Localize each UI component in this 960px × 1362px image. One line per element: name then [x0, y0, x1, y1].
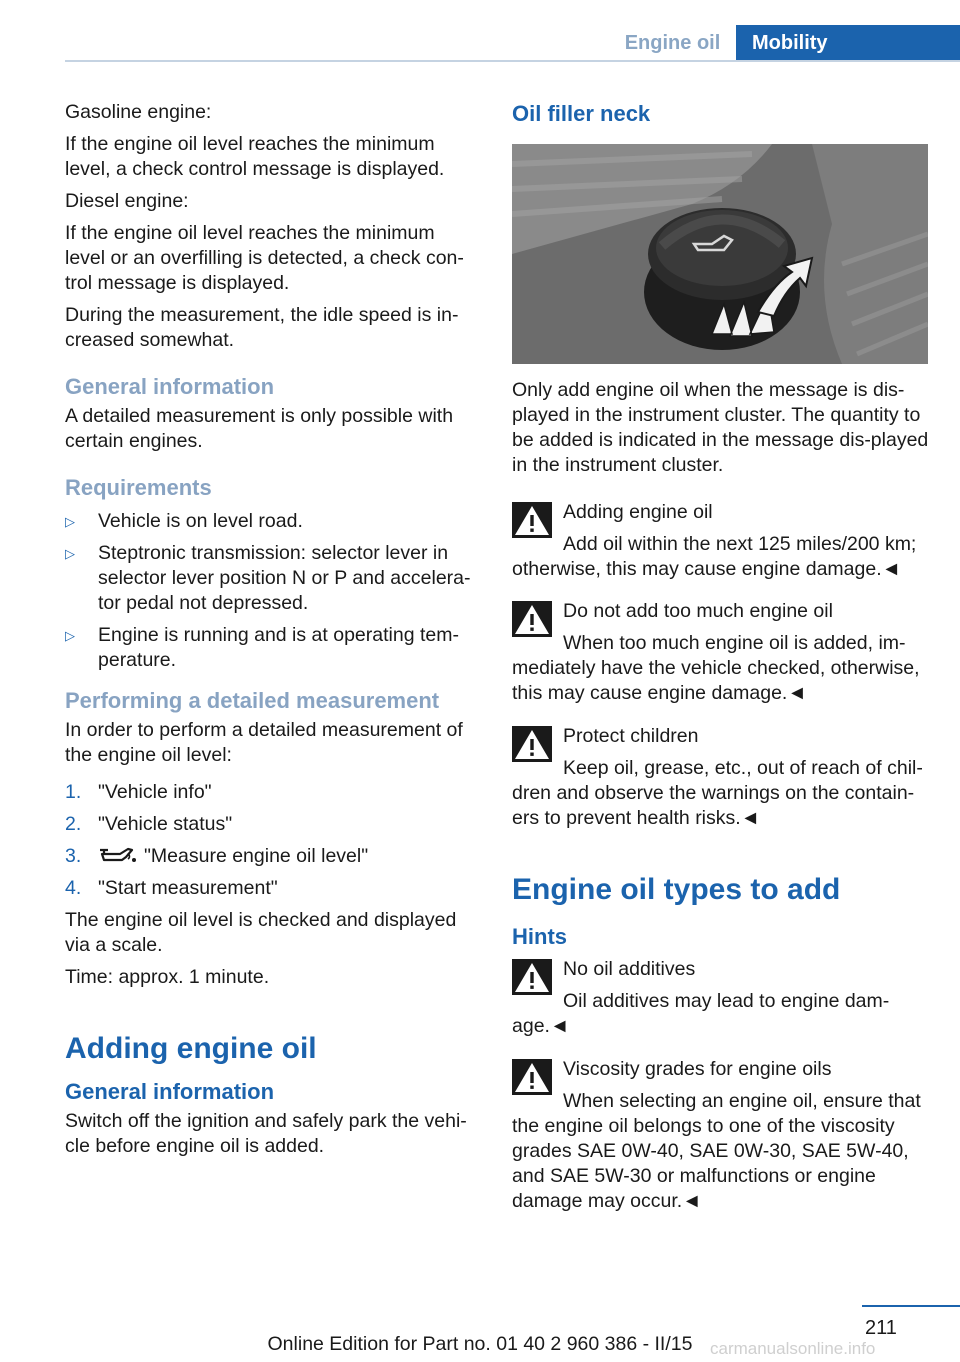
- warning-triangle-icon: [512, 726, 552, 762]
- measurement-steps-list: [65, 780, 480, 901]
- warning-triangle-icon: [512, 959, 552, 995]
- adding-general-information-heading: General information: [65, 1079, 275, 1104]
- warning-title: Do not add too much engine oil: [563, 600, 833, 622]
- warning-body: Add oil within the next 125 miles/200 km; otherwise, this may cause engine damage.◄: [512, 533, 917, 580]
- list-item: 4. "Start measurement": [65, 877, 278, 899]
- header-chapter-tab: Mobility: [736, 25, 960, 61]
- oil-can-icon: [98, 844, 138, 866]
- warning-too-much-oil: [512, 599, 930, 706]
- general-information-heading: General information: [65, 374, 275, 399]
- warning-title: Adding engine oil: [563, 501, 713, 523]
- bullet-arrow-icon: ▷: [65, 628, 75, 643]
- list-item: 1. "Vehicle info": [65, 781, 212, 803]
- header-section-tab: Engine oil: [624, 32, 721, 54]
- watermark: carmanualsonline.info: [710, 1339, 876, 1358]
- warning-triangle-icon: [512, 1059, 552, 1095]
- oil-filler-text: Only add engine oil when the message is dis‐played in the instrument cluster. The quantity to be added is indicated in the message dis‐played in the instrument cluster.: [512, 379, 929, 476]
- header-rule: [65, 60, 960, 62]
- hint-viscosity-grades: [512, 1057, 930, 1214]
- idle-speed-text: During the measurement, the idle speed is in‐creased somewhat.: [65, 304, 459, 351]
- warning-title: Protect children: [563, 725, 699, 747]
- detailed-measurement-text: In order to perform a detailed measurement of the engine oil level:: [65, 719, 463, 766]
- footer-rule: [862, 1305, 960, 1307]
- time-text: Time: approx. 1 minute.: [65, 966, 270, 988]
- warning-body: When too much engine oil is added, im‐mediately have the vehicle checked, otherwise, this may cause engine damage.◄: [512, 632, 920, 704]
- list-item: ▷ Vehicle is on level road.: [65, 510, 303, 532]
- diesel-label: Diesel engine:: [65, 190, 189, 212]
- warning-body: Keep oil, grease, etc., out of reach of chil‐dren and observe the warnings on the contain‐ers to prevent health risks.◄: [512, 757, 923, 829]
- left-column: [65, 100, 480, 1159]
- warning-protect-children: [512, 724, 930, 831]
- warning-triangle-icon: [512, 601, 552, 637]
- right-column: [512, 100, 930, 1214]
- warning-title: No oil additives: [563, 958, 696, 980]
- oil-filler-cap-photo: [512, 144, 928, 364]
- warning-body: When selecting an engine oil, ensure that the engine oil belongs to one of the viscosity grades SAE 0W-40, SAE 0W-30, SAE 5W-40, and SAE 5W-30 or malfunctions or engine damage may occur.◄: [512, 1090, 921, 1212]
- gasoline-label: Gasoline engine:: [65, 101, 212, 123]
- oil-filler-neck-heading: Oil filler neck: [512, 101, 651, 126]
- adding-general-information-text: Switch off the ignition and safely park the vehi‐cle before engine oil is added.: [65, 1110, 467, 1157]
- hint-no-oil-additives: [512, 957, 930, 1039]
- requirements-heading: Requirements: [65, 475, 212, 500]
- warning-adding-engine-oil: [512, 500, 930, 582]
- result-text: The engine oil level is checked and displayed via a scale.: [65, 909, 457, 956]
- warning-body: Oil additives may lead to engine dam‐age.◄: [512, 990, 890, 1037]
- page-number: 211: [865, 1317, 897, 1339]
- bullet-arrow-icon: ▷: [65, 546, 75, 561]
- list-item: ▷ Steptronic transmission: selector lever in selector lever position N or P and accelera‐tor pedal not depressed.: [65, 542, 471, 614]
- general-information-text: A detailed measurement is only possible with certain engines.: [65, 405, 454, 452]
- detailed-measurement-heading: Performing a detailed measurement: [65, 688, 440, 713]
- list-item: 2. "Vehicle status": [65, 813, 233, 835]
- diesel-text: If the engine oil level reaches the minimum level or an overfilling is detected, a check con‐trol message is displayed.: [65, 222, 464, 294]
- gasoline-text: If the engine oil level reaches the minimum level, a check control message is displayed.: [65, 133, 445, 180]
- edition-line: Online Edition for Part no. 01 40 2 960 386 - II/15: [267, 1333, 693, 1355]
- warning-title: Viscosity grades for engine oils: [563, 1058, 832, 1080]
- adding-engine-oil-heading: Adding engine oil: [65, 1032, 317, 1065]
- hints-heading: Hints: [512, 924, 567, 949]
- bullet-arrow-icon: ▷: [65, 514, 75, 529]
- list-item: 3. "Measure engine oil level": [65, 845, 369, 867]
- list-item: ▷ Engine is running and is at operating tem‐perature.: [65, 624, 459, 671]
- requirements-list: [65, 509, 480, 673]
- warning-triangle-icon: [512, 502, 552, 538]
- engine-oil-types-heading: Engine oil types to add: [512, 873, 841, 906]
